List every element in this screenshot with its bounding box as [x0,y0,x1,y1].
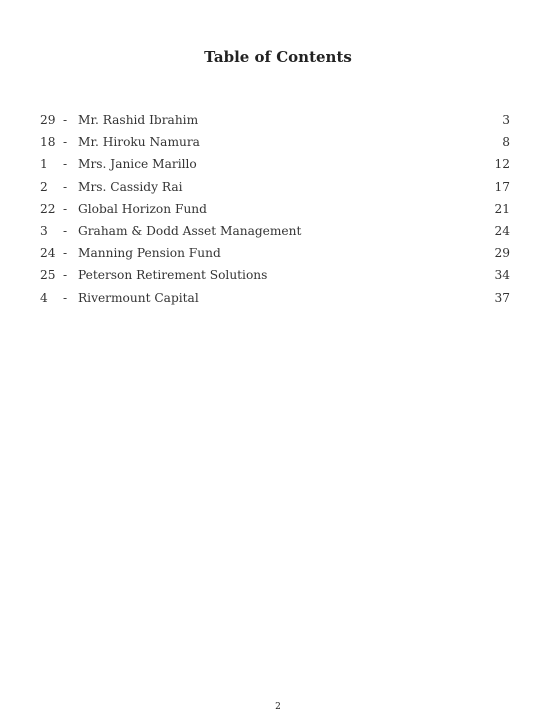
entry-page: 12 [494,157,510,172]
entry-name: Rivermount Capital [78,290,199,305]
entry-separator: - [63,113,68,127]
entry-separator: - [63,135,68,150]
entry-page: 8 [502,135,510,150]
entry-page: 17 [494,179,510,194]
page-number: 2 [275,702,281,712]
entry-name: Manning Pension Fund [78,246,221,261]
toc-entry[interactable] [40,199,512,221]
entry-id: 3 [40,223,48,238]
entry-page: 29 [494,246,510,261]
entry-id: 1 [40,157,48,172]
entry-separator: - [63,290,68,305]
toc-entry[interactable] [40,288,512,310]
entry-page: 24 [494,223,510,238]
entry-id: 4 [40,290,48,305]
toc-entry[interactable] [40,132,512,154]
table-of-contents [40,110,512,310]
entry-page: 3 [502,113,510,127]
entry-separator: - [63,246,68,261]
toc-entry[interactable] [40,265,512,287]
entry-name: Mrs. Cassidy Rai [78,179,183,194]
toc-entry[interactable] [40,110,512,132]
entry-name: Peterson Retirement Solutions [78,268,268,283]
toc-entry[interactable] [40,154,512,176]
entry-name: Mr. Rashid Ibrahim [78,113,199,127]
toc-entry[interactable] [40,221,512,243]
entry-name: Global Horizon Fund [78,201,207,216]
entry-separator: - [63,179,68,194]
entry-page: 34 [494,268,510,283]
entry-separator: - [63,268,68,283]
entry-page: 37 [494,290,510,305]
entry-id: 25 [40,268,56,283]
entry-id: 24 [40,246,56,261]
entry-name: Mrs. Janice Marillo [78,157,197,172]
entry-page: 21 [494,201,510,216]
entry-separator: - [63,157,68,172]
toc-entry[interactable] [40,177,512,199]
entry-name: Graham & Dodd Asset Management [78,223,302,238]
entry-separator: - [63,201,68,216]
entry-id: 22 [40,201,56,216]
entry-separator: - [63,223,68,238]
toc-entry[interactable] [40,243,512,265]
entry-id: 18 [40,135,56,150]
page-title: Table of Contents [204,48,352,66]
entry-name: Mr. Hiroku Namura [78,135,200,150]
entry-id: 2 [40,179,48,194]
entry-id: 29 [40,113,56,127]
